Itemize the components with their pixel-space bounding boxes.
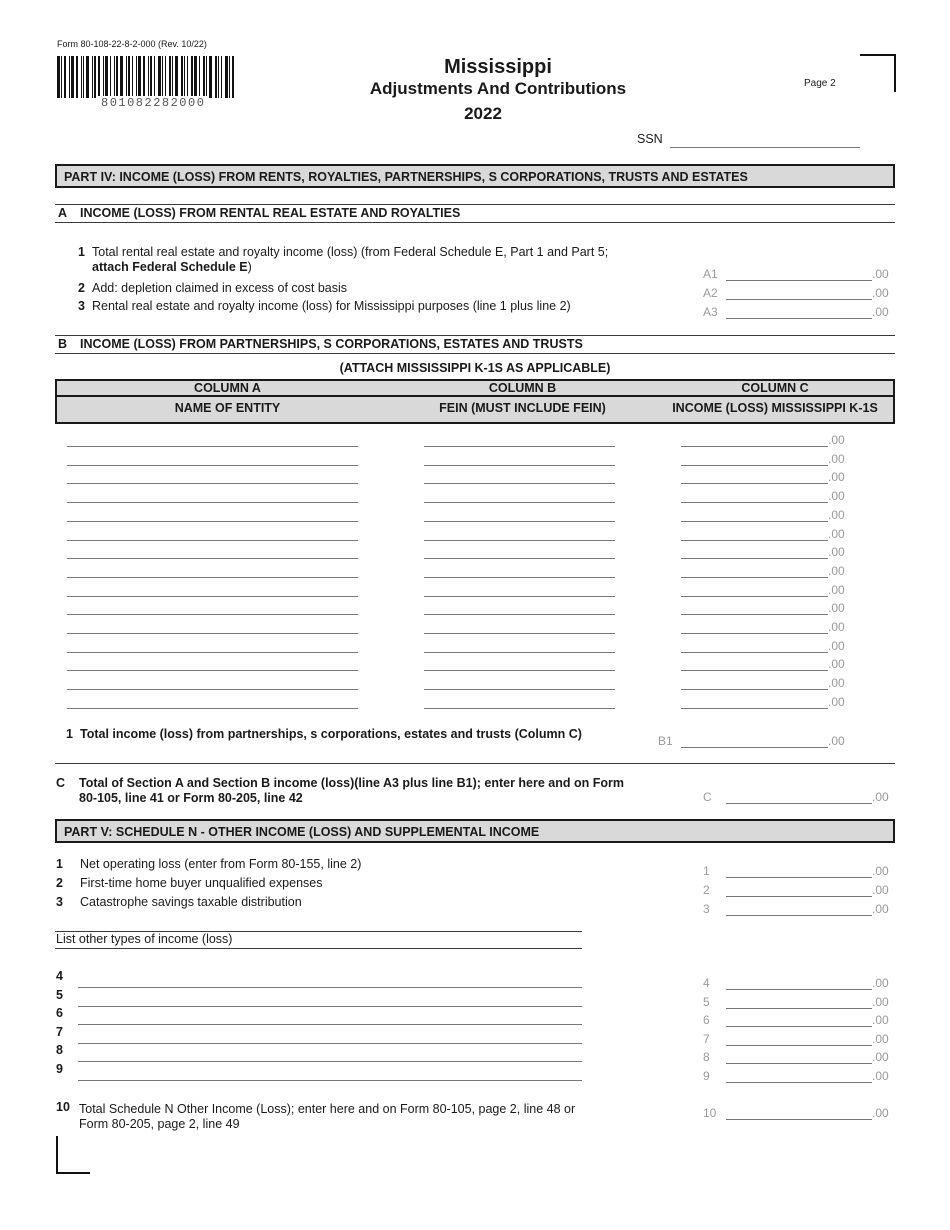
k1-entity-name-field[interactable]: [67, 596, 358, 597]
other-line-num: 9: [56, 1062, 63, 1076]
divider: [55, 204, 895, 205]
field-n2[interactable]: [703, 883, 893, 899]
k1-fein-field[interactable]: [424, 689, 615, 690]
form-title: Adjustments And Contributions: [369, 79, 627, 98]
section-b-letter: B: [58, 337, 68, 351]
k1-income-input[interactable]: [681, 689, 828, 690]
k1-income-cents: .00: [828, 470, 845, 485]
other-line-num: 6: [56, 1006, 63, 1021]
k1-income-field[interactable]: [681, 564, 851, 580]
other-income-amount-cents: .00: [872, 976, 889, 990]
other-income-amount-input[interactable]: [726, 1063, 872, 1064]
k1-entity-name-field[interactable]: [67, 558, 358, 559]
k1-income-input[interactable]: [681, 577, 828, 578]
barcode-bar: [158, 56, 161, 98]
field-a3-label: A3: [703, 305, 718, 319]
divider: [55, 763, 895, 764]
other-income-amount-input[interactable]: [726, 1026, 872, 1027]
other-line-num: 7: [56, 1024, 63, 1039]
other-income-amount-label: 7: [703, 1031, 710, 1046]
k1-income-field[interactable]: [681, 583, 851, 599]
other-income-amount-label: 5: [703, 994, 710, 1009]
corner-mark-bottom-left: [56, 1136, 90, 1174]
divider: [55, 335, 895, 336]
barcode-bar: [194, 56, 197, 98]
barcode-bar: [154, 56, 155, 98]
k1-fein-field[interactable]: [424, 502, 615, 503]
k1-income-input[interactable]: [681, 446, 828, 447]
barcode-bar: [83, 56, 84, 98]
other-income-label: List other types of income (loss): [56, 932, 233, 946]
line-b1-num: 1: [66, 727, 73, 741]
field-n1-input[interactable]: [726, 877, 872, 878]
barcode-bar: [138, 56, 141, 98]
field-a3-cents: .00: [872, 305, 889, 319]
k1-income-field[interactable]: [681, 657, 851, 673]
k1-fein-field[interactable]: [424, 465, 615, 466]
k1-income-cents: .00: [828, 563, 845, 578]
line-a1-text-2: [92, 260, 252, 274]
field-c-cents: .00: [872, 790, 889, 804]
other-income-amount-field[interactable]: [703, 976, 893, 992]
line-n2-text: First-time home buyer unqualified expenses: [80, 876, 323, 890]
divider: [55, 353, 895, 354]
other-line-num: 5: [56, 987, 63, 1002]
k1-income-cents: .00: [828, 676, 845, 691]
field-a1-cents: .00: [872, 267, 889, 281]
k1-fein-field[interactable]: [424, 633, 615, 634]
field-c-input[interactable]: [726, 803, 872, 804]
other-income-amount-field[interactable]: [703, 1013, 893, 1029]
k1-income-field[interactable]: [681, 601, 851, 617]
barcode-bar: [150, 56, 152, 98]
k1-income-cents: .00: [828, 638, 845, 653]
barcode-bar: [136, 56, 137, 98]
other-income-desc-field[interactable]: [78, 1043, 582, 1044]
field-a3-input[interactable]: [726, 318, 872, 319]
k1-income-input[interactable]: [681, 521, 828, 522]
column-header-divider: [57, 395, 893, 397]
barcode-bar: [181, 56, 183, 98]
barcode: [57, 56, 253, 98]
barcode-bar: [61, 56, 62, 98]
line-a1-attach: attach Federal Schedule E: [92, 260, 248, 274]
other-income-amount-label: 9: [703, 1069, 710, 1083]
k1-income-input[interactable]: [681, 502, 828, 503]
barcode-bar: [114, 56, 115, 98]
k1-income-cents: .00: [828, 657, 845, 672]
field-c-label: C: [703, 790, 712, 804]
k1-income-field[interactable]: [681, 452, 851, 468]
k1-income-field[interactable]: [681, 470, 851, 486]
k1-entity-name-field[interactable]: [67, 614, 358, 615]
line-a1-text: Total rental real estate and royalty income (loss) (from Federal Schedule E, Part 1 and Part 5;: [92, 245, 609, 259]
barcode-bar: [116, 56, 118, 98]
other-income-amount-label: 6: [703, 1013, 710, 1028]
k1-entity-name-field[interactable]: [67, 708, 358, 709]
other-income-amount-field[interactable]: [703, 995, 893, 1011]
field-n2-cents: .00: [872, 883, 889, 897]
other-income-amount-input[interactable]: [726, 1045, 872, 1046]
k1-income-field[interactable]: [681, 527, 851, 543]
k1-entity-name-field[interactable]: [67, 446, 358, 447]
other-income-amount-cents: .00: [872, 1069, 889, 1083]
k1-fein-field[interactable]: [424, 614, 615, 615]
k1-fein-field[interactable]: [424, 540, 615, 541]
line-b1-text: Total income (loss) from partnerships, s corporations, estates and trusts (Column C): [80, 727, 582, 741]
other-line-num: 8: [56, 1043, 63, 1058]
field-n10-input[interactable]: [726, 1119, 872, 1120]
other-income-amount-label: 8: [703, 1050, 710, 1065]
barcode-bar: [92, 56, 93, 98]
barcode-bar: [187, 56, 188, 98]
barcode-bar: [98, 56, 100, 98]
part4-header: PART IV: INCOME (LOSS) FROM RENTS, ROYALTIES, PARTNERSHIPS, S CORPORATIONS, TRUSTS AND ESTATES: [55, 164, 895, 188]
k1-entity-name-field[interactable]: [67, 577, 358, 578]
section-b-title: INCOME (LOSS) FROM PARTNERSHIPS, S CORPORATIONS, ESTATES AND TRUSTS: [80, 337, 583, 351]
k1-fein-field[interactable]: [424, 483, 615, 484]
k1-entity-name-field[interactable]: [67, 540, 358, 541]
field-n3-cents: .00: [872, 902, 889, 916]
barcode-bar: [71, 56, 74, 98]
line-n2-num: 2: [56, 876, 63, 890]
barcode-bar: [76, 56, 78, 98]
barcode-bar: [221, 56, 222, 98]
field-n1-label: 1: [703, 864, 710, 878]
ssn-field[interactable]: [670, 133, 860, 148]
k1-income-cents: .00: [828, 489, 845, 504]
field-n2-input[interactable]: [726, 896, 872, 897]
field-a2[interactable]: [703, 286, 893, 302]
barcode-bar: [165, 56, 166, 98]
barcode-bar: [81, 56, 82, 98]
k1-entity-name-field[interactable]: [67, 652, 358, 653]
col-a-sub: NAME OF ENTITY: [174, 401, 281, 415]
field-b1-input[interactable]: [681, 747, 828, 748]
other-income-desc-field[interactable]: [78, 1061, 582, 1062]
k1-income-field[interactable]: [681, 489, 851, 505]
field-n1-cents: .00: [872, 864, 889, 878]
barcode-bar: [94, 56, 96, 98]
line-n10-text-2: Form 80-205, page 2, line 49: [79, 1117, 240, 1131]
divider: [55, 948, 582, 949]
corner-mark-top-right: [860, 54, 896, 92]
line-a3-num: 3: [78, 299, 85, 313]
barcode-bar: [184, 56, 185, 98]
line-a1-num: 1: [78, 245, 85, 259]
barcode-bar: [175, 56, 178, 98]
barcode-bar: [172, 56, 173, 98]
other-income-amount-label: 4: [703, 976, 710, 990]
col-a-head: COLUMN A: [194, 381, 261, 395]
section-c-text-2: 80-105, line 41 or Form 80-205, line 42: [79, 791, 303, 805]
other-income-amount-field[interactable]: [703, 1032, 893, 1048]
line-a2-text: Add: depletion claimed in excess of cost basis: [92, 281, 347, 295]
other-income-desc-field[interactable]: [78, 987, 582, 988]
divider: [55, 222, 895, 223]
k1-income-cents: .00: [828, 451, 845, 466]
k1-entity-name-field[interactable]: [67, 633, 358, 634]
barcode-bar: [126, 56, 127, 98]
field-a2-input[interactable]: [726, 299, 872, 300]
form-state: Mississippi: [444, 56, 552, 78]
barcode-bar: [128, 56, 130, 98]
barcode-bar: [110, 56, 111, 98]
line-n10-num: 10: [56, 1100, 70, 1114]
barcode-bar: [209, 56, 212, 98]
other-income-amount-cents: .00: [872, 1013, 889, 1028]
k1-income-input[interactable]: [681, 652, 828, 653]
line-a1-attach-tail: ): [247, 260, 252, 274]
field-a2-label: A2: [703, 286, 718, 300]
field-n10-label: 10: [703, 1106, 717, 1120]
line-n10-text: Total Schedule N Other Income (Loss); enter here and on Form 80-105, page 2, line 48 or: [79, 1102, 576, 1116]
k1-income-input[interactable]: [681, 614, 828, 615]
other-income-amount-field[interactable]: [703, 1050, 893, 1066]
line-a2-num: 2: [78, 281, 85, 295]
barcode-bar: [57, 56, 60, 98]
k1-entity-name-field[interactable]: [67, 689, 358, 690]
k1-income-field[interactable]: [681, 508, 851, 524]
other-income-desc-field[interactable]: [78, 1006, 582, 1007]
field-a1[interactable]: [703, 267, 893, 283]
other-line-num: 4: [56, 969, 63, 983]
ssn-label: SSN: [637, 132, 663, 146]
col-b-sub: FEIN (MUST INCLUDE FEIN): [439, 401, 606, 415]
line-n3-text: Catastrophe savings taxable distribution: [80, 895, 302, 909]
k1-income-input[interactable]: [681, 670, 828, 671]
k1-income-field[interactable]: [681, 545, 851, 561]
barcode-number: 801082282000: [98, 96, 208, 110]
barcode-bar: [132, 56, 133, 98]
k1-income-cents: .00: [828, 582, 845, 597]
barcode-bar: [203, 56, 205, 98]
form-id: Form 80-108-22-8-2-000 (Rev. 10/22): [57, 39, 207, 49]
barcode-bar: [225, 56, 228, 98]
line-n1-text: Net operating loss (enter from Form 80-155, line 2): [80, 857, 362, 871]
section-a-letter: A: [58, 206, 68, 220]
other-income-amount-input[interactable]: [726, 989, 872, 990]
barcode-bar: [206, 56, 207, 98]
other-income-desc-field[interactable]: [78, 1080, 582, 1081]
field-a3[interactable]: [703, 305, 893, 321]
k1-income-cents: .00: [828, 694, 845, 709]
k1-income-field[interactable]: [681, 433, 851, 449]
k1-income-cents: .00: [828, 601, 845, 616]
k1-entity-name-field[interactable]: [67, 483, 358, 484]
k1-income-cents: .00: [828, 433, 845, 447]
k1-income-input[interactable]: [681, 465, 828, 466]
field-b1[interactable]: [681, 734, 851, 750]
section-c-letter: C: [56, 776, 66, 790]
barcode-bar: [191, 56, 193, 98]
k1-income-input[interactable]: [681, 708, 828, 709]
section-a-title: INCOME (LOSS) FROM RENTAL REAL ESTATE AND ROYALTIES: [80, 206, 461, 220]
attach-note: (ATTACH MISSISSIPPI K-1S AS APPLICABLE): [339, 361, 611, 375]
k1-income-cents: .00: [828, 526, 845, 541]
other-income-desc-field[interactable]: [78, 1024, 582, 1025]
k1-income-field[interactable]: [681, 620, 851, 636]
barcode-bar: [143, 56, 145, 98]
k1-income-cents: .00: [828, 545, 845, 560]
line-n3-num: 3: [56, 895, 63, 909]
k1-income-field[interactable]: [681, 676, 851, 692]
field-b1-cents: .00: [828, 734, 845, 748]
col-c-sub: INCOME (LOSS) MISSISSIPPI K-1S: [672, 401, 878, 415]
k1-income-cents: .00: [828, 620, 845, 634]
field-n3[interactable]: [703, 902, 893, 918]
k1-fein-field[interactable]: [424, 558, 615, 559]
other-income-amount-field[interactable]: [703, 1069, 893, 1085]
field-n10[interactable]: [703, 1106, 893, 1122]
field-n3-input[interactable]: [726, 915, 872, 916]
k1-income-input[interactable]: [681, 558, 828, 559]
k1-fein-field[interactable]: [424, 577, 615, 578]
barcode-bar: [120, 56, 123, 98]
page-number: Page 2: [804, 78, 836, 89]
line-n1-num: 1: [56, 857, 63, 871]
barcode-bar: [199, 56, 200, 98]
col-c-head: COLUMN C: [741, 381, 809, 395]
k1-income-input[interactable]: [681, 596, 828, 597]
k1-income-field[interactable]: [681, 695, 851, 711]
k1-income-field[interactable]: [681, 639, 851, 655]
k1-fein-field[interactable]: [424, 521, 615, 522]
k1-entity-name-field[interactable]: [67, 465, 358, 466]
field-a1-input[interactable]: [726, 280, 872, 281]
k1-income-cents: .00: [828, 507, 845, 522]
k1-income-input[interactable]: [681, 483, 828, 484]
other-income-amount-cents: .00: [872, 994, 889, 1009]
barcode-bar: [148, 56, 149, 98]
k1-entity-name-field[interactable]: [67, 521, 358, 522]
barcode-bar: [215, 56, 217, 98]
barcode-bar: [103, 56, 104, 98]
other-income-amount-cents: .00: [872, 1050, 889, 1065]
barcode-bar: [232, 56, 234, 98]
barcode-bar: [218, 56, 219, 98]
col-b-head: COLUMN B: [488, 381, 557, 395]
barcode-bar: [64, 56, 66, 98]
barcode-bar: [229, 56, 230, 98]
k1-fein-field[interactable]: [424, 596, 615, 597]
field-n3-label: 3: [703, 902, 710, 916]
form-year: 2022: [464, 104, 502, 123]
line-a3-text: Rental real estate and royalty income (loss) for Mississippi purposes (line 1 plus line 2): [92, 299, 571, 313]
field-n2-label: 2: [703, 883, 710, 897]
k1-entity-name-field[interactable]: [67, 502, 358, 503]
other-income-amount-input[interactable]: [726, 1008, 872, 1009]
field-n10-cents: .00: [872, 1106, 889, 1120]
k1-entity-name-field[interactable]: [67, 670, 358, 671]
field-b1-label: B1: [658, 734, 673, 748]
barcode-bar: [169, 56, 171, 98]
k1-fein-field[interactable]: [424, 708, 615, 709]
field-a2-cents: .00: [872, 286, 889, 300]
section-c-text: Total of Section A and Section B income (loss)(line A3 plus line B1); enter here and on Form: [79, 776, 624, 790]
k1-income-input[interactable]: [681, 633, 828, 634]
other-income-amount-input[interactable]: [726, 1082, 872, 1083]
k1-fein-field[interactable]: [424, 446, 615, 447]
barcode-bar: [105, 56, 108, 98]
k1-fein-field[interactable]: [424, 670, 615, 671]
field-a1-label: A1: [703, 267, 718, 281]
k1-fein-field[interactable]: [424, 652, 615, 653]
field-c[interactable]: [703, 790, 893, 806]
barcode-bar: [162, 56, 163, 98]
barcode-bar: [86, 56, 89, 98]
k1-income-input[interactable]: [681, 540, 828, 541]
part5-header: PART V: SCHEDULE N - OTHER INCOME (LOSS) AND SUPPLEMENTAL INCOME: [55, 819, 895, 843]
field-n1[interactable]: [703, 864, 893, 880]
barcode-bar: [69, 56, 70, 98]
other-income-amount-cents: .00: [872, 1031, 889, 1046]
